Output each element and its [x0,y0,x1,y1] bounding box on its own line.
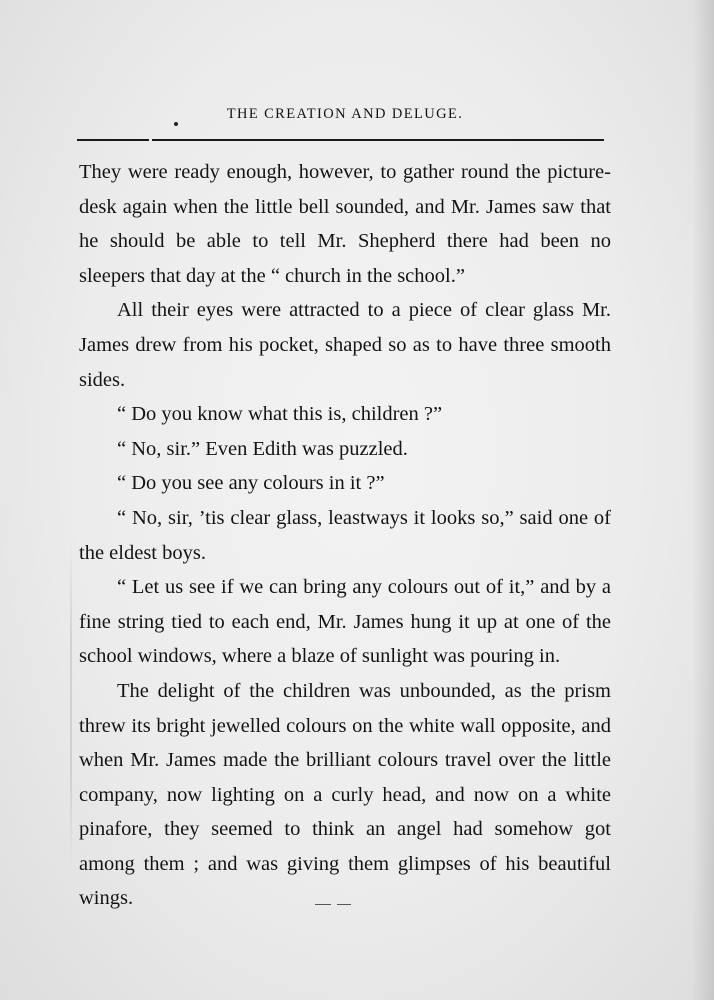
paragraph-dialogue-clear-glass: “ No, sir, ’tis clear glass, leastways it looks so,” said one of the eldest boys. [79,506,611,564]
header-rule-right [152,139,604,141]
paragraph-prism-glass: All their eyes were attracted to a piece of clear glass Mr. James drew from his pocket, shaped so as to have three smooth sides. [79,299,611,391]
footer-mark [337,904,351,905]
paragraph-continued: They were ready enough, however, to gather round the picture-desk again when the little bell sounded, and Mr. James saw that he should be able to tell Mr. Shepherd there had been no sleepers that day at the “ church in the school.” [79,161,611,287]
page-edge-shadow [691,0,714,1000]
paragraph-dialogue-no-sir: “ No, sir.” Even Edith was puzzled. [117,437,408,460]
paragraph-delight: The delight of the children was unbounded, as the prism threw its bright jewelled colours on the white wall opposite, and when Mr. James made the brilliant colours travel over the little company, now lighting on a curly head, and now on a white pinafore, they seemed to think an angel had somehow got among them ; and was giving them glimpses of his beautiful wings. [79,679,611,910]
running-head: THE CREATION AND DELUGE. [226,106,464,122]
paragraph-dialogue-question: “ Do you know what this is, children ?” [117,403,443,426]
paragraph-dialogue-colours: “ Do you see any colours in it ?” [117,472,385,495]
page-body [79,155,611,916]
page-crease-shadow [70,540,72,870]
header-rule-left [77,139,149,141]
footer-mark [315,904,331,905]
ink-speck [174,122,178,126]
paragraph-string-window: “ Let us see if we can bring any colours out of it,” and by a fine string tied to each end, Mr. James hung it up at one of the school windows, where a blaze of sunlight was pouring in. [79,576,611,668]
